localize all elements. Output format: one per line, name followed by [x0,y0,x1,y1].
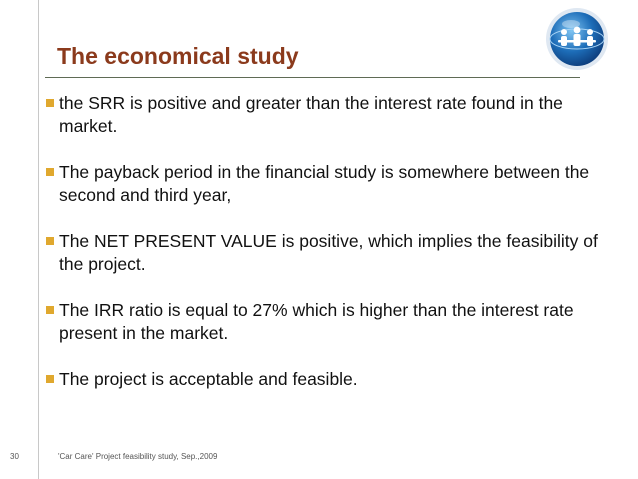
square-bullet-icon [46,306,54,314]
bullet-item [46,92,606,138]
bullet-item [46,368,606,391]
page-number: 30 [10,452,19,461]
people-globe-logo-icon [544,6,610,72]
bullet-item [46,230,606,276]
left-margin-line [38,0,39,479]
square-bullet-icon [46,99,54,107]
bullet-text: The project is acceptable and feasible. [59,369,358,389]
square-bullet-icon [46,168,54,176]
bullet-list [46,92,606,414]
bullet-text: The NET PRESENT VALUE is positive, which implies the feasibility of the project. [59,231,598,274]
square-bullet-icon [46,375,54,383]
bullet-text: The payback period in the financial study is somewhere between the second and third year, [59,162,590,205]
title-underline [45,77,580,78]
square-bullet-icon [46,237,54,245]
bullet-item [46,299,606,345]
footer-text: 'Car Care' Project feasibility study, Sep.,2009 [58,452,218,461]
slide-title: The economical study [57,43,299,69]
bullet-text: The IRR ratio is equal to 27% which is higher than the interest rate present in the market. [59,300,574,343]
bullet-text: the SRR is positive and greater than the interest rate found in the market. [59,93,563,136]
bullet-item [46,161,606,207]
